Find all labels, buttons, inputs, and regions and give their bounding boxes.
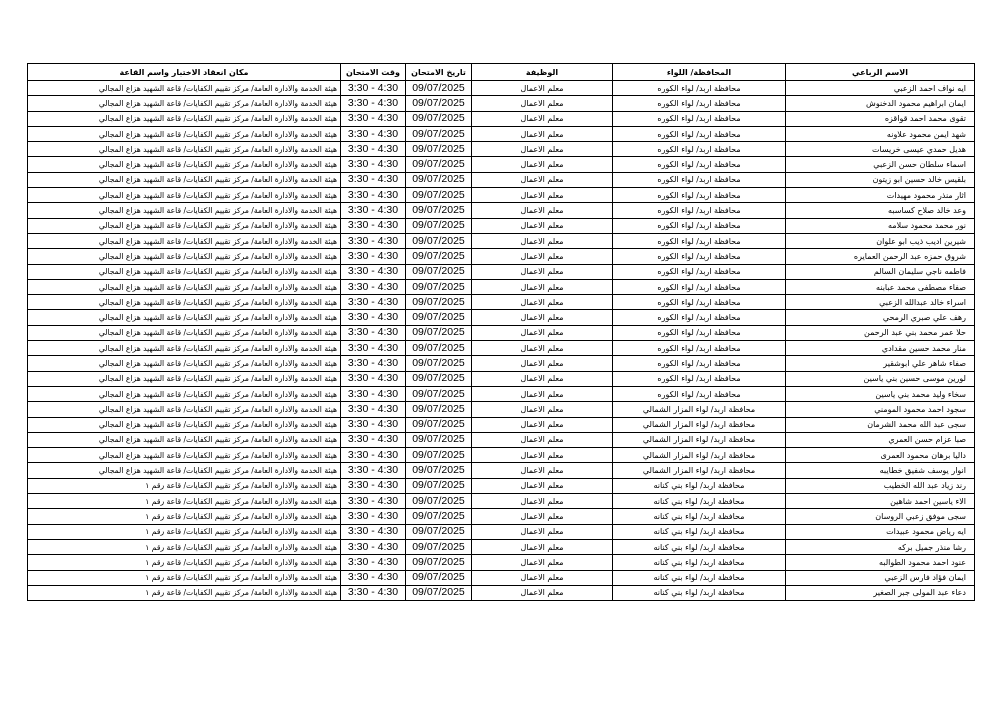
exam-date-cell: 09/07/2025: [406, 356, 472, 371]
exam-date-cell: 09/07/2025: [406, 279, 472, 294]
exam-time-cell: 3:30 - 4:30: [341, 417, 406, 432]
venue-cell: هيئة الخدمة والادارة العامة/ مركز تقييم الكفايات/ قاعة الشهيد هزاع المجالي: [28, 203, 341, 218]
full-name-cell: تقوى محمد احمد قواقزه: [786, 111, 975, 126]
job-cell: معلم الاعمال: [472, 264, 613, 279]
governorate-cell: محافظة اربد/ لواء الكوره: [613, 295, 786, 310]
venue-cell: هيئة الخدمة والادارة العامة/ مركز تقييم الكفايات/ قاعة الشهيد هزاع المجالي: [28, 463, 341, 478]
venue-cell: هيئة الخدمة والادارة العامة/ مركز تقييم الكفايات/ قاعة الشهيد هزاع المجالي: [28, 126, 341, 141]
job-cell: معلم الاعمال: [472, 432, 613, 447]
job-cell: معلم الاعمال: [472, 524, 613, 539]
exam-date-cell: 09/07/2025: [406, 524, 472, 539]
full-name-cell: شروق حمزه عبد الرحمن العمايره: [786, 249, 975, 264]
governorate-cell: محافظة اربد/ لواء المزار الشمالي: [613, 432, 786, 447]
table-row: [28, 279, 975, 294]
job-cell: معلم الاعمال: [472, 126, 613, 141]
full-name-cell: شهد ايمن محمود علاونه: [786, 126, 975, 141]
exam-time-cell: 3:30 - 4:30: [341, 478, 406, 493]
governorate-cell: محافظة اربد/ لواء بني كنانه: [613, 509, 786, 524]
venue-cell: هيئة الخدمة والادارة العامة/ مركز تقييم الكفايات/ قاعة الشهيد هزاع المجالي: [28, 402, 341, 417]
job-cell: معلم الاعمال: [472, 478, 613, 493]
exam-date-cell: 09/07/2025: [406, 555, 472, 570]
full-name-cell: ايه رياض محمود عبيدات: [786, 524, 975, 539]
full-name-cell: دعاء عبد المولى جبر الصغير: [786, 585, 975, 600]
header-venue: مكان انعقاد الاختبار واسم القاعة: [28, 64, 341, 81]
job-cell: معلم الاعمال: [472, 81, 613, 96]
governorate-cell: محافظة اربد/ لواء بني كنانه: [613, 478, 786, 493]
exam-time-cell: 3:30 - 4:30: [341, 570, 406, 585]
table-row: [28, 432, 975, 447]
exam-date-cell: 09/07/2025: [406, 371, 472, 386]
governorate-cell: محافظة اربد/ لواء الكوره: [613, 203, 786, 218]
job-cell: معلم الاعمال: [472, 295, 613, 310]
venue-cell: هيئة الخدمة والادارة العامة/ مركز تقييم الكفايات/ قاعة رقم ١: [28, 570, 341, 585]
exam-time-cell: 3:30 - 4:30: [341, 555, 406, 570]
exam-time-cell: 3:30 - 4:30: [341, 585, 406, 600]
full-name-cell: لورين موسى حسين بني ياسين: [786, 371, 975, 386]
exam-date-cell: 09/07/2025: [406, 142, 472, 157]
table-row: [28, 126, 975, 141]
table-row: [28, 233, 975, 248]
venue-cell: هيئة الخدمة والادارة العامة/ مركز تقييم الكفايات/ قاعة الشهيد هزاع المجالي: [28, 81, 341, 96]
exam-time-cell: 3:30 - 4:30: [341, 325, 406, 340]
exam-date-cell: 09/07/2025: [406, 218, 472, 233]
governorate-cell: محافظة اربد/ لواء الكوره: [613, 356, 786, 371]
full-name-cell: عنود احمد محمود الطوالبه: [786, 555, 975, 570]
table-row: [28, 402, 975, 417]
full-name-cell: ايمان فؤاد فارس الزعبي: [786, 570, 975, 585]
full-name-cell: رشا منذر جميل بركه: [786, 539, 975, 554]
exam-date-cell: 09/07/2025: [406, 402, 472, 417]
venue-cell: هيئة الخدمة والادارة العامة/ مركز تقييم الكفايات/ قاعة رقم ١: [28, 524, 341, 539]
full-name-cell: وعد خالد صلاح كساسبه: [786, 203, 975, 218]
governorate-cell: محافظة اربد/ لواء الكوره: [613, 218, 786, 233]
table-row: [28, 555, 975, 570]
venue-cell: هيئة الخدمة والادارة العامة/ مركز تقييم الكفايات/ قاعة الشهيد هزاع المجالي: [28, 218, 341, 233]
governorate-cell: محافظة اربد/ لواء الكوره: [613, 249, 786, 264]
job-cell: معلم الاعمال: [472, 188, 613, 203]
table-row: [28, 188, 975, 203]
exam-time-cell: 3:30 - 4:30: [341, 371, 406, 386]
governorate-cell: محافظة اربد/ لواء الكوره: [613, 279, 786, 294]
venue-cell: هيئة الخدمة والادارة العامة/ مركز تقييم الكفايات/ قاعة الشهيد هزاع المجالي: [28, 386, 341, 401]
job-cell: معلم الاعمال: [472, 341, 613, 356]
exam-date-cell: 09/07/2025: [406, 341, 472, 356]
exam-date-cell: 09/07/2025: [406, 157, 472, 172]
table-row: [28, 448, 975, 463]
governorate-cell: محافظة اربد/ لواء الكوره: [613, 157, 786, 172]
job-cell: معلم الاعمال: [472, 555, 613, 570]
governorate-cell: محافظة اربد/ لواء المزار الشمالي: [613, 448, 786, 463]
governorate-cell: محافظة اربد/ لواء الكوره: [613, 325, 786, 340]
exam-time-cell: 3:30 - 4:30: [341, 494, 406, 509]
job-cell: معلم الاعمال: [472, 494, 613, 509]
venue-cell: هيئة الخدمة والادارة العامة/ مركز تقييم الكفايات/ قاعة الشهيد هزاع المجالي: [28, 96, 341, 111]
exam-time-cell: 3:30 - 4:30: [341, 233, 406, 248]
job-cell: معلم الاعمال: [472, 386, 613, 401]
exam-time-cell: 3:30 - 4:30: [341, 539, 406, 554]
venue-cell: هيئة الخدمة والادارة العامة/ مركز تقييم الكفايات/ قاعة الشهيد هزاع المجالي: [28, 356, 341, 371]
job-cell: معلم الاعمال: [472, 279, 613, 294]
governorate-cell: محافظة اربد/ لواء بني كنانه: [613, 539, 786, 554]
job-cell: معلم الاعمال: [472, 203, 613, 218]
header-governorate: المحافظة/ اللواء: [613, 64, 786, 81]
table-row: [28, 295, 975, 310]
table-row: [28, 509, 975, 524]
exam-time-cell: 3:30 - 4:30: [341, 249, 406, 264]
exam-time-cell: 3:30 - 4:30: [341, 126, 406, 141]
exam-date-cell: 09/07/2025: [406, 432, 472, 447]
venue-cell: هيئة الخدمة والادارة العامة/ مركز تقييم الكفايات/ قاعة الشهيد هزاع المجالي: [28, 172, 341, 187]
exam-time-cell: 3:30 - 4:30: [341, 448, 406, 463]
table-row: [28, 96, 975, 111]
header-row: [28, 64, 975, 81]
exam-time-cell: 3:30 - 4:30: [341, 524, 406, 539]
job-cell: معلم الاعمال: [472, 417, 613, 432]
job-cell: معلم الاعمال: [472, 249, 613, 264]
governorate-cell: محافظة اربد/ لواء الكوره: [613, 188, 786, 203]
governorate-cell: محافظة اربد/ لواء الكوره: [613, 172, 786, 187]
governorate-cell: محافظة اربد/ لواء الكوره: [613, 81, 786, 96]
exam-date-cell: 09/07/2025: [406, 111, 472, 126]
table-row: [28, 386, 975, 401]
exam-time-cell: 3:30 - 4:30: [341, 509, 406, 524]
exam-time-cell: 3:30 - 4:30: [341, 356, 406, 371]
venue-cell: هيئة الخدمة والادارة العامة/ مركز تقييم الكفايات/ قاعة الشهيد هزاع المجالي: [28, 432, 341, 447]
header-name: الاسم الرباعي: [786, 64, 975, 81]
venue-cell: هيئة الخدمة والادارة العامة/ مركز تقييم الكفايات/ قاعة الشهيد هزاع المجالي: [28, 341, 341, 356]
full-name-cell: اثار منذر محمود مهيدات: [786, 188, 975, 203]
exam-time-cell: 3:30 - 4:30: [341, 111, 406, 126]
governorate-cell: محافظة اربد/ لواء بني كنانه: [613, 570, 786, 585]
job-cell: معلم الاعمال: [472, 570, 613, 585]
venue-cell: هيئة الخدمة والادارة العامة/ مركز تقييم الكفايات/ قاعة رقم ١: [28, 585, 341, 600]
governorate-cell: محافظة اربد/ لواء الكوره: [613, 126, 786, 141]
venue-cell: هيئة الخدمة والادارة العامة/ مركز تقييم الكفايات/ قاعة الشهيد هزاع المجالي: [28, 417, 341, 432]
table-row: [28, 356, 975, 371]
venue-cell: هيئة الخدمة والادارة العامة/ مركز تقييم الكفايات/ قاعة الشهيد هزاع المجالي: [28, 111, 341, 126]
exam-time-cell: 3:30 - 4:30: [341, 432, 406, 447]
governorate-cell: محافظة اربد/ لواء بني كنانه: [613, 585, 786, 600]
table-row: [28, 417, 975, 432]
job-cell: معلم الاعمال: [472, 539, 613, 554]
venue-cell: هيئة الخدمة والادارة العامة/ مركز تقييم الكفايات/ قاعة الشهيد هزاع المجالي: [28, 157, 341, 172]
full-name-cell: داليا برهان محمود العمرى: [786, 448, 975, 463]
exam-date-cell: 09/07/2025: [406, 188, 472, 203]
governorate-cell: محافظة اربد/ لواء الكوره: [613, 142, 786, 157]
exam-date-cell: 09/07/2025: [406, 509, 472, 524]
governorate-cell: محافظة اربد/ لواء الكوره: [613, 111, 786, 126]
full-name-cell: صفاء شاهر علي ابوشقير: [786, 356, 975, 371]
job-cell: معلم الاعمال: [472, 157, 613, 172]
job-cell: معلم الاعمال: [472, 371, 613, 386]
governorate-cell: محافظة اربد/ لواء المزار الشمالي: [613, 463, 786, 478]
venue-cell: هيئة الخدمة والادارة العامة/ مركز تقييم الكفايات/ قاعة الشهيد هزاع المجالي: [28, 448, 341, 463]
governorate-cell: محافظة اربد/ لواء بني كنانه: [613, 555, 786, 570]
full-name-cell: رند زياد عبد الله الخطيب: [786, 478, 975, 493]
exam-time-cell: 3:30 - 4:30: [341, 310, 406, 325]
table-row: [28, 478, 975, 493]
full-name-cell: نور محمد محمود سلامه: [786, 218, 975, 233]
governorate-cell: محافظة اربد/ لواء الكوره: [613, 310, 786, 325]
exam-date-cell: 09/07/2025: [406, 126, 472, 141]
full-name-cell: هديل حمدي عيسى خريسات: [786, 142, 975, 157]
full-name-cell: شيرين اديب ذيب ابو علوان: [786, 233, 975, 248]
full-name-cell: فاطمه ناجي سليمان السالم: [786, 264, 975, 279]
job-cell: معلم الاعمال: [472, 509, 613, 524]
job-cell: معلم الاعمال: [472, 463, 613, 478]
exam-date-cell: 09/07/2025: [406, 570, 472, 585]
venue-cell: هيئة الخدمة والادارة العامة/ مركز تقييم الكفايات/ قاعة رقم ١: [28, 539, 341, 554]
exam-time-cell: 3:30 - 4:30: [341, 81, 406, 96]
table-row: [28, 463, 975, 478]
job-cell: معلم الاعمال: [472, 448, 613, 463]
governorate-cell: محافظة اربد/ لواء المزار الشمالي: [613, 402, 786, 417]
full-name-cell: حلا عمر محمد بني عبد الرحمن: [786, 325, 975, 340]
table-row: [28, 81, 975, 96]
table-row: [28, 341, 975, 356]
job-cell: معلم الاعمال: [472, 218, 613, 233]
job-cell: معلم الاعمال: [472, 310, 613, 325]
exam-date-cell: 09/07/2025: [406, 295, 472, 310]
exam-date-cell: 09/07/2025: [406, 203, 472, 218]
table-row: [28, 494, 975, 509]
exam-date-cell: 09/07/2025: [406, 539, 472, 554]
table-row: [28, 325, 975, 340]
venue-cell: هيئة الخدمة والادارة العامة/ مركز تقييم الكفايات/ قاعة الشهيد هزاع المجالي: [28, 249, 341, 264]
venue-cell: هيئة الخدمة والادارة العامة/ مركز تقييم الكفايات/ قاعة رقم ١: [28, 478, 341, 493]
job-cell: معلم الاعمال: [472, 356, 613, 371]
full-name-cell: سخاء وليد محمد بني ياسين: [786, 386, 975, 401]
exam-date-cell: 09/07/2025: [406, 249, 472, 264]
table-row: [28, 585, 975, 600]
exam-date-cell: 09/07/2025: [406, 585, 472, 600]
exam-date-cell: 09/07/2025: [406, 233, 472, 248]
table-row: [28, 142, 975, 157]
full-name-cell: منار محمد حسين مقدادي: [786, 341, 975, 356]
exam-time-cell: 3:30 - 4:30: [341, 264, 406, 279]
job-cell: معلم الاعمال: [472, 142, 613, 157]
exam-time-cell: 3:30 - 4:30: [341, 218, 406, 233]
governorate-cell: محافظة اربد/ لواء الكوره: [613, 233, 786, 248]
exam-schedule-table: [27, 63, 975, 601]
table-row: [28, 249, 975, 264]
venue-cell: هيئة الخدمة والادارة العامة/ مركز تقييم الكفايات/ قاعة الشهيد هزاع المجالي: [28, 188, 341, 203]
governorate-cell: محافظة اربد/ لواء الكوره: [613, 264, 786, 279]
full-name-cell: ايمان ابراهيم محمود الدخنوش: [786, 96, 975, 111]
full-name-cell: ايه نواف احمد الزعبي: [786, 81, 975, 96]
table-row: [28, 524, 975, 539]
header-date: تاريخ الامتحان: [406, 64, 472, 81]
job-cell: معلم الاعمال: [472, 111, 613, 126]
exam-date-cell: 09/07/2025: [406, 494, 472, 509]
full-name-cell: اسماء سلطان حسن الزعبي: [786, 157, 975, 172]
venue-cell: هيئة الخدمة والادارة العامة/ مركز تقييم الكفايات/ قاعة الشهيد هزاع المجالي: [28, 142, 341, 157]
full-name-cell: الاء ياسين احمد شاهين: [786, 494, 975, 509]
exam-time-cell: 3:30 - 4:30: [341, 172, 406, 187]
exam-date-cell: 09/07/2025: [406, 172, 472, 187]
full-name-cell: سجود احمد محمود المومني: [786, 402, 975, 417]
table-row: [28, 111, 975, 126]
table-row: [28, 264, 975, 279]
full-name-cell: سجى عبد الله محمد الشرمان: [786, 417, 975, 432]
job-cell: معلم الاعمال: [472, 96, 613, 111]
governorate-cell: محافظة اربد/ لواء الكوره: [613, 341, 786, 356]
governorate-cell: محافظة اربد/ لواء بني كنانه: [613, 524, 786, 539]
full-name-cell: انوار يوسف شفيق خطايبه: [786, 463, 975, 478]
governorate-cell: محافظة اربد/ لواء الكوره: [613, 371, 786, 386]
job-cell: معلم الاعمال: [472, 233, 613, 248]
table-row: [28, 157, 975, 172]
venue-cell: هيئة الخدمة والادارة العامة/ مركز تقييم الكفايات/ قاعة الشهيد هزاع المجالي: [28, 264, 341, 279]
exam-time-cell: 3:30 - 4:30: [341, 188, 406, 203]
exam-date-cell: 09/07/2025: [406, 478, 472, 493]
exam-time-cell: 3:30 - 4:30: [341, 142, 406, 157]
exam-date-cell: 09/07/2025: [406, 448, 472, 463]
exam-time-cell: 3:30 - 4:30: [341, 96, 406, 111]
venue-cell: هيئة الخدمة والادارة العامة/ مركز تقييم الكفايات/ قاعة الشهيد هزاع المجالي: [28, 279, 341, 294]
full-name-cell: اسراء خالد عبدالله الزعبي: [786, 295, 975, 310]
governorate-cell: محافظة اربد/ لواء الكوره: [613, 386, 786, 401]
venue-cell: هيئة الخدمة والادارة العامة/ مركز تقييم الكفايات/ قاعة الشهيد هزاع المجالي: [28, 325, 341, 340]
header-time: وقت الامتحان: [341, 64, 406, 81]
exam-time-cell: 3:30 - 4:30: [341, 341, 406, 356]
governorate-cell: محافظة اربد/ لواء الكوره: [613, 96, 786, 111]
venue-cell: هيئة الخدمة والادارة العامة/ مركز تقييم الكفايات/ قاعة الشهيد هزاع المجالي: [28, 233, 341, 248]
job-cell: معلم الاعمال: [472, 585, 613, 600]
job-cell: معلم الاعمال: [472, 402, 613, 417]
exam-date-cell: 09/07/2025: [406, 310, 472, 325]
exam-date-cell: 09/07/2025: [406, 81, 472, 96]
full-name-cell: سجى موفق زعبي الروسان: [786, 509, 975, 524]
table-row: [28, 218, 975, 233]
exam-date-cell: 09/07/2025: [406, 96, 472, 111]
full-name-cell: رهف علي صبري الرمحي: [786, 310, 975, 325]
exam-time-cell: 3:30 - 4:30: [341, 402, 406, 417]
exam-time-cell: 3:30 - 4:30: [341, 295, 406, 310]
full-name-cell: بلقيس خالد حسين ابو زيتون: [786, 172, 975, 187]
exam-date-cell: 09/07/2025: [406, 264, 472, 279]
table-row: [28, 371, 975, 386]
venue-cell: هيئة الخدمة والادارة العامة/ مركز تقييم الكفايات/ قاعة رقم ١: [28, 509, 341, 524]
exam-time-cell: 3:30 - 4:30: [341, 203, 406, 218]
venue-cell: هيئة الخدمة والادارة العامة/ مركز تقييم الكفايات/ قاعة الشهيد هزاع المجالي: [28, 295, 341, 310]
exam-date-cell: 09/07/2025: [406, 463, 472, 478]
exam-date-cell: 09/07/2025: [406, 417, 472, 432]
job-cell: معلم الاعمال: [472, 172, 613, 187]
exam-time-cell: 3:30 - 4:30: [341, 463, 406, 478]
table-row: [28, 539, 975, 554]
venue-cell: هيئة الخدمة والادارة العامة/ مركز تقييم الكفايات/ قاعة الشهيد هزاع المجالي: [28, 310, 341, 325]
venue-cell: هيئة الخدمة والادارة العامة/ مركز تقييم الكفايات/ قاعة رقم ١: [28, 494, 341, 509]
venue-cell: هيئة الخدمة والادارة العامة/ مركز تقييم الكفايات/ قاعة رقم ١: [28, 555, 341, 570]
table-row: [28, 172, 975, 187]
job-cell: معلم الاعمال: [472, 325, 613, 340]
table-row: [28, 203, 975, 218]
exam-date-cell: 09/07/2025: [406, 386, 472, 401]
full-name-cell: صفاء مصطفى محمد عبابنه: [786, 279, 975, 294]
exam-date-cell: 09/07/2025: [406, 325, 472, 340]
governorate-cell: محافظة اربد/ لواء بني كنانه: [613, 494, 786, 509]
venue-cell: هيئة الخدمة والادارة العامة/ مركز تقييم الكفايات/ قاعة الشهيد هزاع المجالي: [28, 371, 341, 386]
full-name-cell: صبا عزام حسن العمري: [786, 432, 975, 447]
governorate-cell: محافظة اربد/ لواء المزار الشمالي: [613, 417, 786, 432]
table-row: [28, 310, 975, 325]
table-row: [28, 570, 975, 585]
exam-time-cell: 3:30 - 4:30: [341, 157, 406, 172]
header-job: الوظيفة: [472, 64, 613, 81]
exam-time-cell: 3:30 - 4:30: [341, 279, 406, 294]
exam-time-cell: 3:30 - 4:30: [341, 386, 406, 401]
